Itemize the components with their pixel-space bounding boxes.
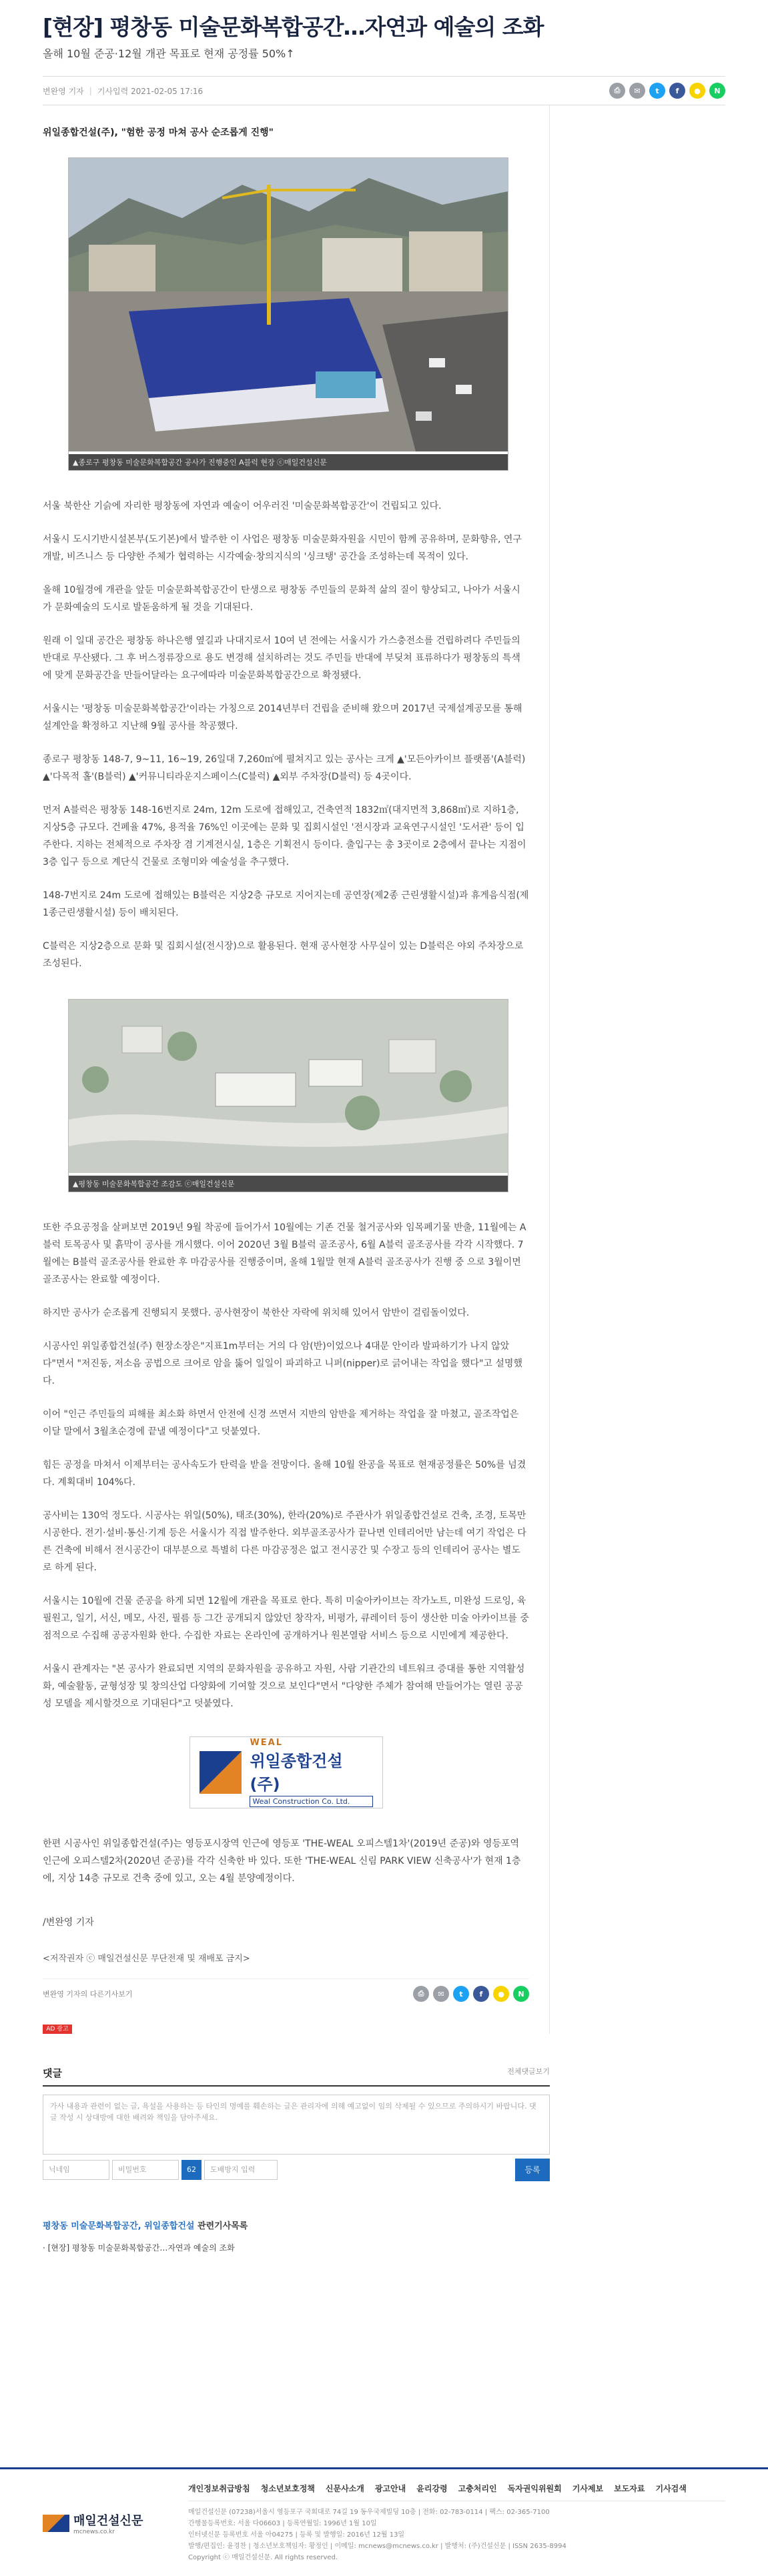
footer-info-line: 인터넷신문 등록번호 서울 아04275 | 등록 및 발행일: 2016년 12월 13일 <box>188 2531 405 2539</box>
construction-site-photo[interactable] <box>68 157 508 471</box>
copyright-notice: <저작권자 ⓒ 매일건설신문 무단전재 및 재배포 금지> <box>43 1954 250 1964</box>
comment-section <box>43 2066 550 2181</box>
email-share-icon[interactable]: ✉ <box>433 1986 449 2002</box>
footer-nav-item[interactable]: 광고안내 <box>374 2484 406 2493</box>
article-paragraph: 서울시 도시기반시설본부(도기본)에서 발주한 이 사업은 평창동 미술문화자원을 시민이 함께 공유하며, 문화향유, 연구개발, 비즈니스 등 다양한 주체가 협력하는 시각예술·창의지식의 '싱크탱' 공간을 조성하는데 목적이 있다. <box>43 534 522 562</box>
footer-nav-item[interactable]: 보도자료 <box>614 2484 645 2493</box>
footer-right <box>188 2483 725 2563</box>
article-paragraph: 종로구 평창동 148-7, 9~11, 16~19, 26일대 7,260㎡에 펼쳐지고 있는 공사는 크게 ▲'모든아카이브 플랫폼'(A블럭) ▲'다목적 홀'(B블럭) ▲'커뮤니티라운지스페이스(C블럭) ▲외부 주차장(D블럭) 등 4곳이다. <box>43 754 526 782</box>
article-paragraph: 서울시는 10월에 건물 준공을 하게 되면 12월에 개관을 목표로 한다. 특히 미술아카이브는 작가노트, 미완성 드로잉, 육필원고, 일기, 서신, 메모, 사진, 필름 등 그간 공개되지 않았던 창작자, 비평가, 큐레이터 등이 생산한 미술 아카이브를 중점적으로 수집해 공공자원화 한다. 수집한 자료는 온라인에 공개하거나 원본열람 서비스 등으로 시민에게 제공한다. <box>43 1596 529 1641</box>
comment-textarea[interactable]: 가사 내용과 관련이 없는 글, 욕설을 사용하는 등 타인의 명예를 훼손하는 글은 관리자에 의해 예고없이 임의 삭제될 수 있으므로 주의하시기 바랍니다. 댓글 작성 시 상대방에 대한 배려와 책임을 담아주세요. <box>43 2095 550 2155</box>
article-subtitle: 올해 10월 준공·12월 개관 목표로 현재 공정률 50%↑ <box>43 47 295 60</box>
photo-caption: ▲종로구 평창동 미술문화복합공간 공사가 진행중인 A블럭 현장 ⓒ매일건설신문 <box>69 454 508 470</box>
related-heading <box>43 2219 550 2231</box>
aerial-rendering-photo[interactable] <box>68 999 508 1192</box>
article-paragraph: 서울시 관계자는 "본 공사가 완료되면 지역의 문화자원을 공유하고 자원, 사람 기관간의 네트워크 증대를 통한 지역활성화, 예술활동, 균형성장 및 창의산업 다양화에 기여할 것으로 보인다"면서 "다양한 주체가 참여해 만들어가는 열린 공공성 모델을 제시할것으로 기대된다"고 덧붙였다. <box>43 1664 525 1709</box>
article-header <box>0 0 768 105</box>
facebook-share-icon[interactable]: f <box>473 1986 489 2002</box>
right-sidebar <box>550 105 725 2034</box>
byline: /변완영 기자 <box>43 1917 94 1928</box>
site-footer <box>0 2467 768 2563</box>
share-icons <box>609 83 725 99</box>
article-title: [현장] 평창동 미술문화복합공간…자연과 예술의 조화 <box>43 14 544 40</box>
article-paragraph: 원래 이 일대 공간은 평창동 하나은행 옆길과 나대지로서 10여 년 전에는 서울시가 가스충전소를 건립하려다 주민들의 반대로 무산됐다. 그 후 버스정류장으로 용도 변경해 설치하려는 것도 주민들 반대에 부딪쳐 표류하다가 평창동의 특색에 맞게 문화공간을 만들어달라는 요구에따라 미술문화복합공간으로 확정됐다. <box>43 635 520 681</box>
newspaper-logo-icon <box>43 2515 69 2532</box>
logo-brand: WEAL <box>250 1738 284 1748</box>
closing-paragraph: 한편 시공사인 위일종합건설(주)는 영등포시장역 인근에 영등포 'THE-WEAL 오피스텔1차'(2019년 준공)와 영등포역 인근에 오피스텔2차(2020년 준공)를 각각 신축한 바 있다. 또한 'THE-WEAL 신림 PARK VIEW 신축공사'가 현재 1층에, 지상 14층 규모로 건축 중에 있고, 오는 4월 분양예정이다. <box>43 1838 521 1884</box>
construction-site-image <box>69 158 508 451</box>
footer-logo-domain: mcnews.co.kr <box>73 2528 115 2535</box>
article-paragraph: 서울시는 '평창동 미술문화복합공간'이라는 가칭으로 2014년부터 건립을 준비해 왔으며 2017년 국제설계공모를 통해 설계안을 확정하고 지난해 9월 공사를 착공했다. <box>43 704 522 732</box>
footer-nav-item[interactable]: 독자권익위원회 <box>507 2484 562 2493</box>
article-paragraph: 공사비는 130억 정도다. 시공사는 위일(50%), 태조(30%), 한라(20%)로 주관사가 위일종합건설로 건축, 조경, 토목만 시공한다. 전기·설비·통신·기계 등은 서울시가 직접 발주한다. 외부골조공사가 끝나면 인테리어만 남는데 여기 작업은 다른 건축에 비해서 전시공간이 대부분으로 특별히 다른 마감공정은 없고 전시공간 및 수장고 등의 인테리어 공사는 별도로 하게 된다. <box>43 1510 526 1573</box>
share-icons-bottom <box>413 1986 529 2002</box>
article-paragraph: C블럭은 지상2층으로 문화 및 집회시설(전시장)으로 활용된다. 현재 공사현장 사무실이 있는 D블럭은 야외 주차장으로 조성된다. <box>43 941 524 969</box>
article-paragraphs-a <box>43 497 529 972</box>
logo-english-name: Weal Construction Co. Ltd. <box>250 1796 372 1807</box>
article-meta <box>43 85 203 97</box>
footer-nav-item[interactable]: 청소년보호정책 <box>260 2484 315 2493</box>
related-heading-suffix: 관련기사목록 <box>194 2221 248 2231</box>
article-paragraph: 힘든 공정을 마쳐서 이제부터는 공사속도가 탄력을 받을 전망이다. 올해 10월 완공을 목표로 현재공정률은 50%를 넘겼다. 계획대비 104%다. <box>43 1460 526 1488</box>
reporter-name[interactable]: 변완영 기자 <box>43 86 84 96</box>
photo-caption: ▲평창동 미술문화복합공간 조감도 ⓒ매일건설신문 <box>69 1176 508 1192</box>
comment-heading: 댓글 <box>43 2067 62 2079</box>
twitter-share-icon[interactable]: t <box>453 1986 469 2002</box>
meta-bar <box>43 76 725 105</box>
footer-info-line: 간행물등록번호: 서울 다06603 | 등록연월일: 1996년 1월 10일 <box>188 2520 377 2527</box>
kakao-share-icon[interactable]: ● <box>689 83 705 99</box>
naver-share-icon[interactable]: N <box>709 83 725 99</box>
twitter-share-icon[interactable]: t <box>649 83 665 99</box>
password-field[interactable]: 비밀번호 <box>112 2160 179 2180</box>
footer-logo[interactable] <box>43 2483 169 2563</box>
other-articles-link[interactable]: 변완영 기자의 다른기사보기 <box>43 1990 133 1999</box>
article-paragraph: 이어 "인근 주민들의 피해를 최소화 하면서 안전에 신경 쓰면서 지반의 암반을 제거하는 작업을 잘 마쳤고, 골조작업은 이달 말에서 3월초순경에 끝낼 예정이다"고 덧붙였다. <box>43 1409 519 1437</box>
captcha-field[interactable]: 도배방지 입력 <box>204 2160 278 2180</box>
related-keywords[interactable]: 평창동 미술문화복합공간, 위일종합건설 <box>43 2221 195 2231</box>
comment-header <box>43 2066 550 2087</box>
related-articles <box>43 2219 550 2253</box>
article-paragraphs-b <box>43 1219 529 1712</box>
footer-nav <box>188 2483 725 2501</box>
captcha-code: 62 <box>181 2160 202 2180</box>
nickname-field[interactable]: 닉네임 <box>43 2160 109 2180</box>
publish-date: 기사입력 2021-02-05 17:16 <box>97 86 204 96</box>
article-paragraph: 서울 북한산 기슭에 자리한 평창동에 자연과 예술이 어우러진 '미술문화복합공간'이 건립되고 있다. <box>43 501 442 511</box>
company-logo <box>189 1736 383 1808</box>
article-footer-bar <box>43 1979 529 2002</box>
article-paragraph: 먼저 A블럭은 평창동 148-16번지로 24m, 12m 도로에 접해있고, 건축연적 1832㎡(대지면적 3,868㎡)로 지하1층, 지상5층 규모다. 건폐율 47%, 용적율 76%인 이곳에는 문화 및 집회시설인 '전시장과 교육연구시설인 '도서관' 등이 입주한다. 지하는 전체적으로 주차장 겸 기계전시실, 1층은 기획전시 등이다. 출입구는 총 3곳이로 2층에서 끝나는 지점이 3층 입구 등으로 계단식 건물로 조형미와 예술성을 추구했다. <box>43 805 526 868</box>
logo-text <box>250 1738 372 1807</box>
article-lead: 위일종합건설(주), "험한 공정 마쳐 공사 순조롭게 진행" <box>43 127 274 138</box>
footer-nav-item[interactable]: 기사검색 <box>655 2484 687 2493</box>
naver-share-icon[interactable]: N <box>513 1986 529 2002</box>
email-share-icon[interactable]: ✉ <box>629 83 645 99</box>
print-share-icon[interactable]: ⎙ <box>609 83 625 99</box>
view-all-comments-link[interactable]: 전체댓글보기 <box>507 2067 550 2076</box>
footer-nav-item[interactable]: 개인정보취급방침 <box>188 2484 250 2493</box>
article-paragraph: 148-7번지로 24m 도로에 접해있는 B블럭은 지상2층 규모로 지어지는데 공연장(제2종 근린생활시설)과 휴게음식점(제1종근린생활시설) 등이 배치된다. <box>43 890 529 918</box>
article-body <box>43 105 550 2034</box>
print-share-icon[interactable]: ⎙ <box>413 1986 429 2002</box>
article-paragraph: 시공사인 위일종합건설(주) 현장소장은"지표1m부터는 거의 다 암(반)이었으나 4대문 안이라 발파하기가 나지 않았다"면서 "저진동, 저소음 공법으로 크어로 암을 뚫어 일일이 파괴하고 니퍼(nipper)로 긁어내는 작업을 했다"고 설명했다. <box>43 1341 522 1386</box>
footer-nav-item[interactable]: 윤리강령 <box>416 2484 448 2493</box>
meta-divider: | <box>89 86 92 95</box>
aerial-rendering-image <box>69 1000 508 1173</box>
footer-nav-item[interactable]: 신문사소개 <box>325 2484 364 2493</box>
logo-korean-name: 위일종합건설(주) <box>250 1752 343 1794</box>
facebook-share-icon[interactable]: f <box>669 83 685 99</box>
ad-badge[interactable]: AD 광고 <box>43 2025 72 2034</box>
weal-logo-mark-icon <box>200 1751 242 1794</box>
footer-info <box>188 2507 725 2563</box>
kakao-share-icon[interactable]: ● <box>493 1986 509 2002</box>
footer-nav-item[interactable]: 고충처리인 <box>458 2484 497 2493</box>
footer-info-line: 매일건설신문 (07238)서울시 영등포구 국회대로 74길 19 동우국제빌딩 10층 | 전화: 02-783-0114 | 팩스: 02-365-7100 <box>188 2509 550 2516</box>
footer-info-line: Copyright ⓒ 매일건설신문. All rights reserved. <box>188 2554 338 2561</box>
footer-info-line: 발행/편집인: 윤경찬 | 청소년보호책임자: 황정인 | 이메일: mcnews@mcnews.co.kr | 발행처: (주)건설신문 | ISSN 2635-8994 <box>188 2543 566 2550</box>
comment-submit-button[interactable]: 등록 <box>515 2159 550 2181</box>
related-item[interactable]: · [현장] 평창동 미술문화복합공간…자연과 예술의 조화 <box>43 2243 235 2253</box>
article-paragraph: 올해 10월경에 개관을 앞둔 미술문화복합공간이 탄생으로 평창동 주민들의 문화적 삶의 질이 향상되고, 나아가 서울시가 문화예술의 도시로 발돋움하게 될 것을 기대된다. <box>43 585 520 613</box>
footer-nav-item[interactable]: 기사제보 <box>572 2484 604 2493</box>
comment-form-row <box>43 2159 550 2181</box>
article-paragraph: 또한 주요공정을 살펴보면 2019년 9월 착공에 들어가서 10월에는 기존 건물 철거공사와 임목폐기물 반출, 11월에는 A블럭 토목공사 및 흙막이 공사를 개시했다. 이어 2020년 3월 B블럭 골조공사, 6월 A블럭 골조공사를 각각 시작했다. 7월에는 B블럭 골조공사를 완료한 후 마감공사를 진행중이며, 올해 1월말 현재 A블럭 골조공사가 진행 중 으로 3월이면 골조공사는 완료할 예정이다. <box>43 1222 526 1285</box>
article-paragraph: 하지만 공사가 순조롭게 진행되지 못했다. 공사현장이 북한산 자락에 위치해 있어서 암반이 걸림돌이었다. <box>43 1308 470 1318</box>
footer-logo-name: 매일건설신문 <box>73 2513 143 2528</box>
main-columns <box>0 105 768 2034</box>
